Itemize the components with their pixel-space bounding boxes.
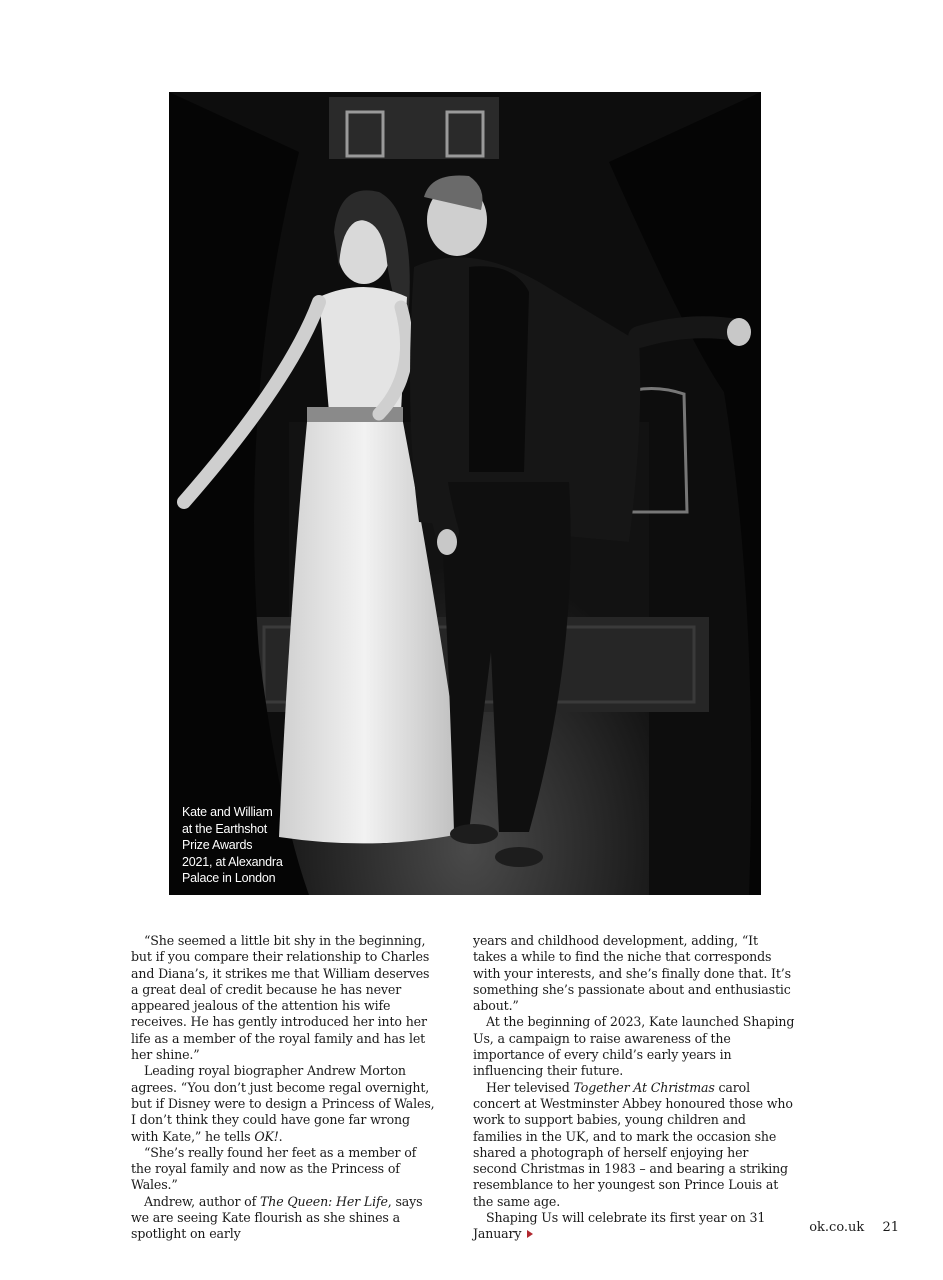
photo-illustration	[169, 92, 761, 895]
article-paragraph	[473, 1210, 795, 1243]
footer-site: ok.co.uk	[809, 1220, 865, 1235]
paragraph-text: “She’s really found her feet as a member of the royal family and now as the Princess of Wales.”	[131, 1144, 417, 1193]
paragraph-text: , says we are seeing Kate flourish as she shines a spotlight on early	[131, 1193, 423, 1242]
italic-title: Together At Christmas	[573, 1079, 715, 1095]
article-paragraph	[473, 1080, 795, 1210]
paragraph-text: years and childhood development, adding, “It takes a while to find the niche that corresponds with your interests, and she’s finally done that. It’s something she’s passionate about and enthusiastic about.”	[473, 933, 791, 1014]
page-footer	[809, 1220, 899, 1235]
article-paragraph	[131, 1194, 439, 1243]
hero-photo	[169, 92, 761, 895]
article-paragraph	[473, 1014, 795, 1079]
page-number: 21	[882, 1220, 899, 1235]
article-column-left	[131, 933, 439, 1243]
paragraph-text: .	[278, 1128, 283, 1144]
article-paragraph	[131, 933, 439, 1063]
italic-title: OK!	[254, 1128, 279, 1144]
continue-arrow-icon	[527, 1230, 533, 1238]
photo-caption: Kate and William at the Earthshot Prize Awards 2021, at Alexandra Palace in London	[182, 805, 283, 885]
paragraph-text: Andrew, author of	[144, 1193, 260, 1209]
article-paragraph	[131, 1063, 439, 1144]
article-column-right	[473, 933, 795, 1243]
article-paragraph	[131, 1145, 439, 1194]
paragraph-text: At the beginning of 2023, Kate launched Shaping Us, a campaign to raise awareness of the importance of every child’s early years in influencing their future.	[473, 1014, 795, 1079]
paragraph-text: “She seemed a little bit shy in the beginning, but if you compare their relationship to Charles and Diana’s, it strikes me that William deserves a great deal of credit because he has never appeared jealous of the attention his wife receives. He has gently introduced her into her life as a member of the royal family and has let her shine.”	[131, 933, 430, 1063]
italic-title: The Queen: Her Life	[259, 1193, 388, 1209]
paragraph-text: Her televised	[486, 1079, 574, 1095]
paragraph-text: Leading royal biographer Andrew Morton agrees. “You don’t just become regal overnight, but if Disney were to design a Princess of Wales, I don’t think they could have gone far wrong with Kate,” he tells	[131, 1063, 435, 1144]
paragraph-text: carol concert at Westminster Abbey honoured those who work to support babies, young children and families in the UK, and to mark the occasion she shared a photograph of herself enjoying her second Christmas in 1983 – and bearing a striking resemblance to her youngest son Prince Louis at the same age.	[473, 1079, 793, 1209]
article-paragraph	[473, 933, 795, 1014]
paragraph-text: Shaping Us will celebrate its first year on 31 January	[473, 1210, 766, 1242]
